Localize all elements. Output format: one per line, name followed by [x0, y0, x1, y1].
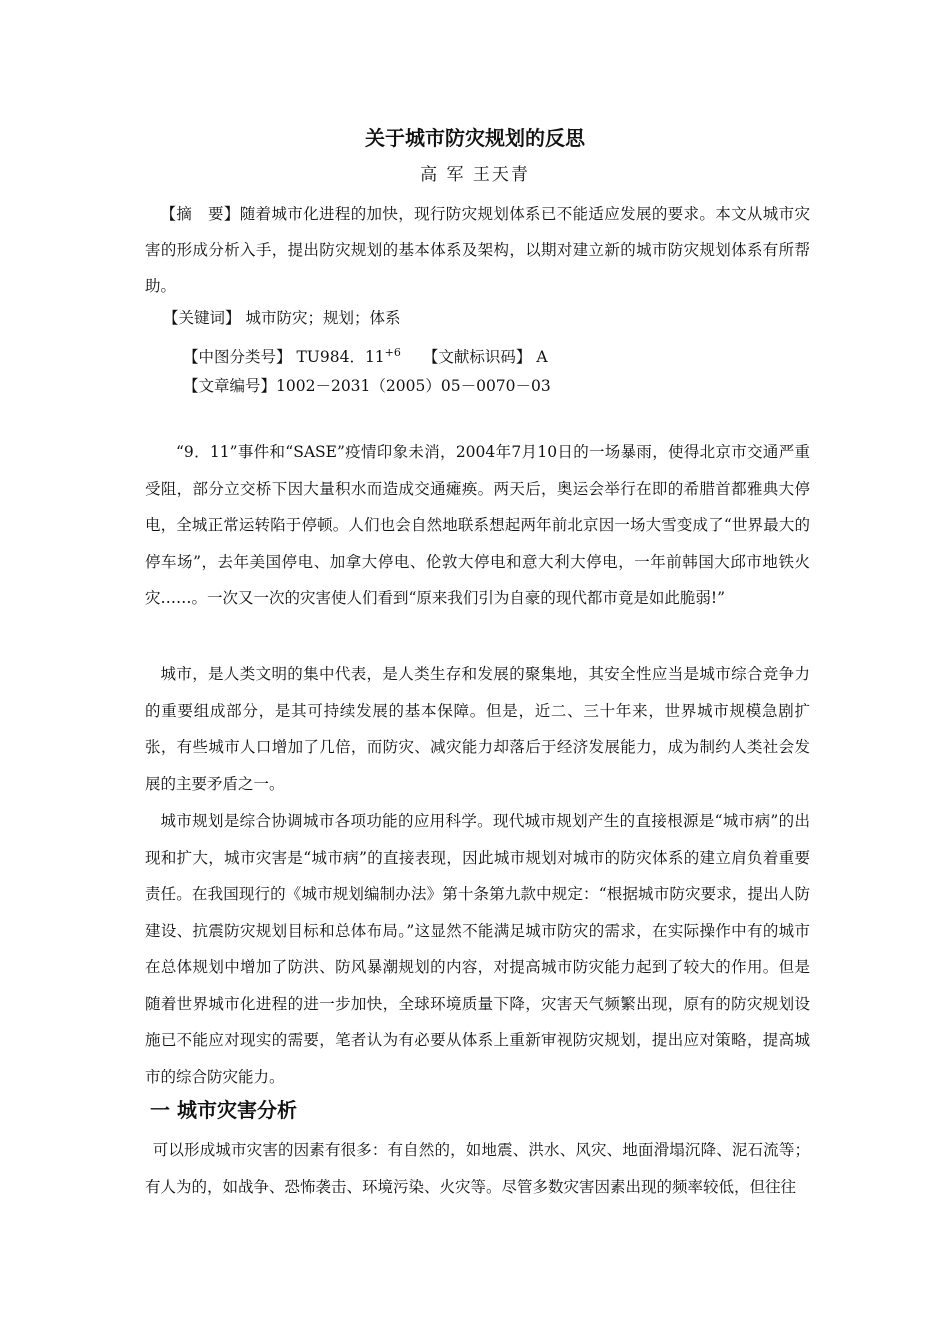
clc-label: 【中图分类号】 [183, 348, 292, 367]
clc-sup: +6 [384, 346, 401, 359]
paper-authors: 高 军 王天青 [420, 165, 530, 185]
doc-code: A [536, 348, 548, 367]
classification-line [145, 338, 848, 372]
keywords-text: 城市防灾；规划；体系 [245, 309, 401, 327]
keywords-label: 【关键词】 [163, 309, 241, 327]
body-paragraph-2: 城市，是人类文明的集中代表，是人类生存和发展的聚集地，其安全性应当是城市综合竞争力的重要组成部分，是其可持续发展的基本保障。但是，近二、三十年来，世界城市规模急剧扩张，有些城市人口增加了几倍，而防灾、减灾能力却落后于经济发展能力，成为制约人类社会发展的主要矛盾之一。 [145, 665, 810, 793]
doc-code-label: 【文献标识码】 [422, 348, 532, 367]
abstract-text: 随着城市化进程的加快，现行防灾规划体系已不能适应发展的要求。本文从城市灾害的形成分析入手，提出防灾规划的基本体系及架构，以期对建立新的城市防灾规划体系有所帮助。 [145, 205, 810, 295]
article-no: 1002－2031（2005）05－0070－03 [276, 377, 551, 395]
paper-title: 关于城市防灾规划的反思 [365, 126, 585, 150]
keywords [145, 303, 828, 333]
article-number-line [145, 371, 848, 401]
clc-code: TU984．11 [296, 348, 385, 367]
abstract [145, 196, 810, 304]
section-heading: 一 城市灾害分析 [150, 1098, 297, 1122]
section-paragraph: 可以形成城市灾害的因素有很多：有自然的，如地震、洪水、风灾、地面滑塌沉降、泥石流等；有人为的，如战争、恐怖袭击、环境污染、火灾等。尽管多数灾害因素出现的频率较低，但往往 [145, 1141, 810, 1196]
body-paragraph-1: “9．11”事件和“SASE”疫情印象未消，2004年7月10日的一场暴雨，使得北京市交通严重受阻，部分立交桥下因大量积水而造成交通瘫痪。两天后，奥运会举行在即的希腊首都雅典大停电，全城正常运转陷于停顿。人们也会自然地联系想起两年前北京因一场大雪变成了“世界最大的停车场”，去年美国停电、加拿大停电、伦敦大停电和意大利大停电，一年前韩国大邱市地铁火灾……。一次又一次的灾害使人们看到“原来我们引为自豪的现代都市竟是如此脆弱!” [145, 443, 810, 607]
body-paragraph-3: 城市规划是综合协调城市各项功能的应用科学。现代城市规划产生的直接根源是“城市病”的出现和扩大，城市灾害是“城市病”的直接表现，因此城市规划对城市的防灾体系的建立肩负着重要责任。在我国现行的《城市规划编制办法》第十条第九款中规定：“根据城市防灾要求，提出人防建设、抗震防灾规划目标和总体布局。”这显然不能满足城市防灾的需求，在实际操作中有的城市在总体规划中增加了防洪、防风暴潮规划的内容，对提高城市防灾能力起到了较大的作用。但是随着世界城市化进程的进一步加快，全球环境质量下降，灾害天气频繁出现，原有的防灾规划设施已不能应对现实的需要，笔者认为有必要从体系上重新审视防灾规划，提出应对策略，提高城市的综合防灾能力。 [145, 812, 810, 1086]
article-no-label: 【文章编号】 [183, 377, 277, 395]
abstract-label: 【摘 要】 [160, 205, 240, 223]
